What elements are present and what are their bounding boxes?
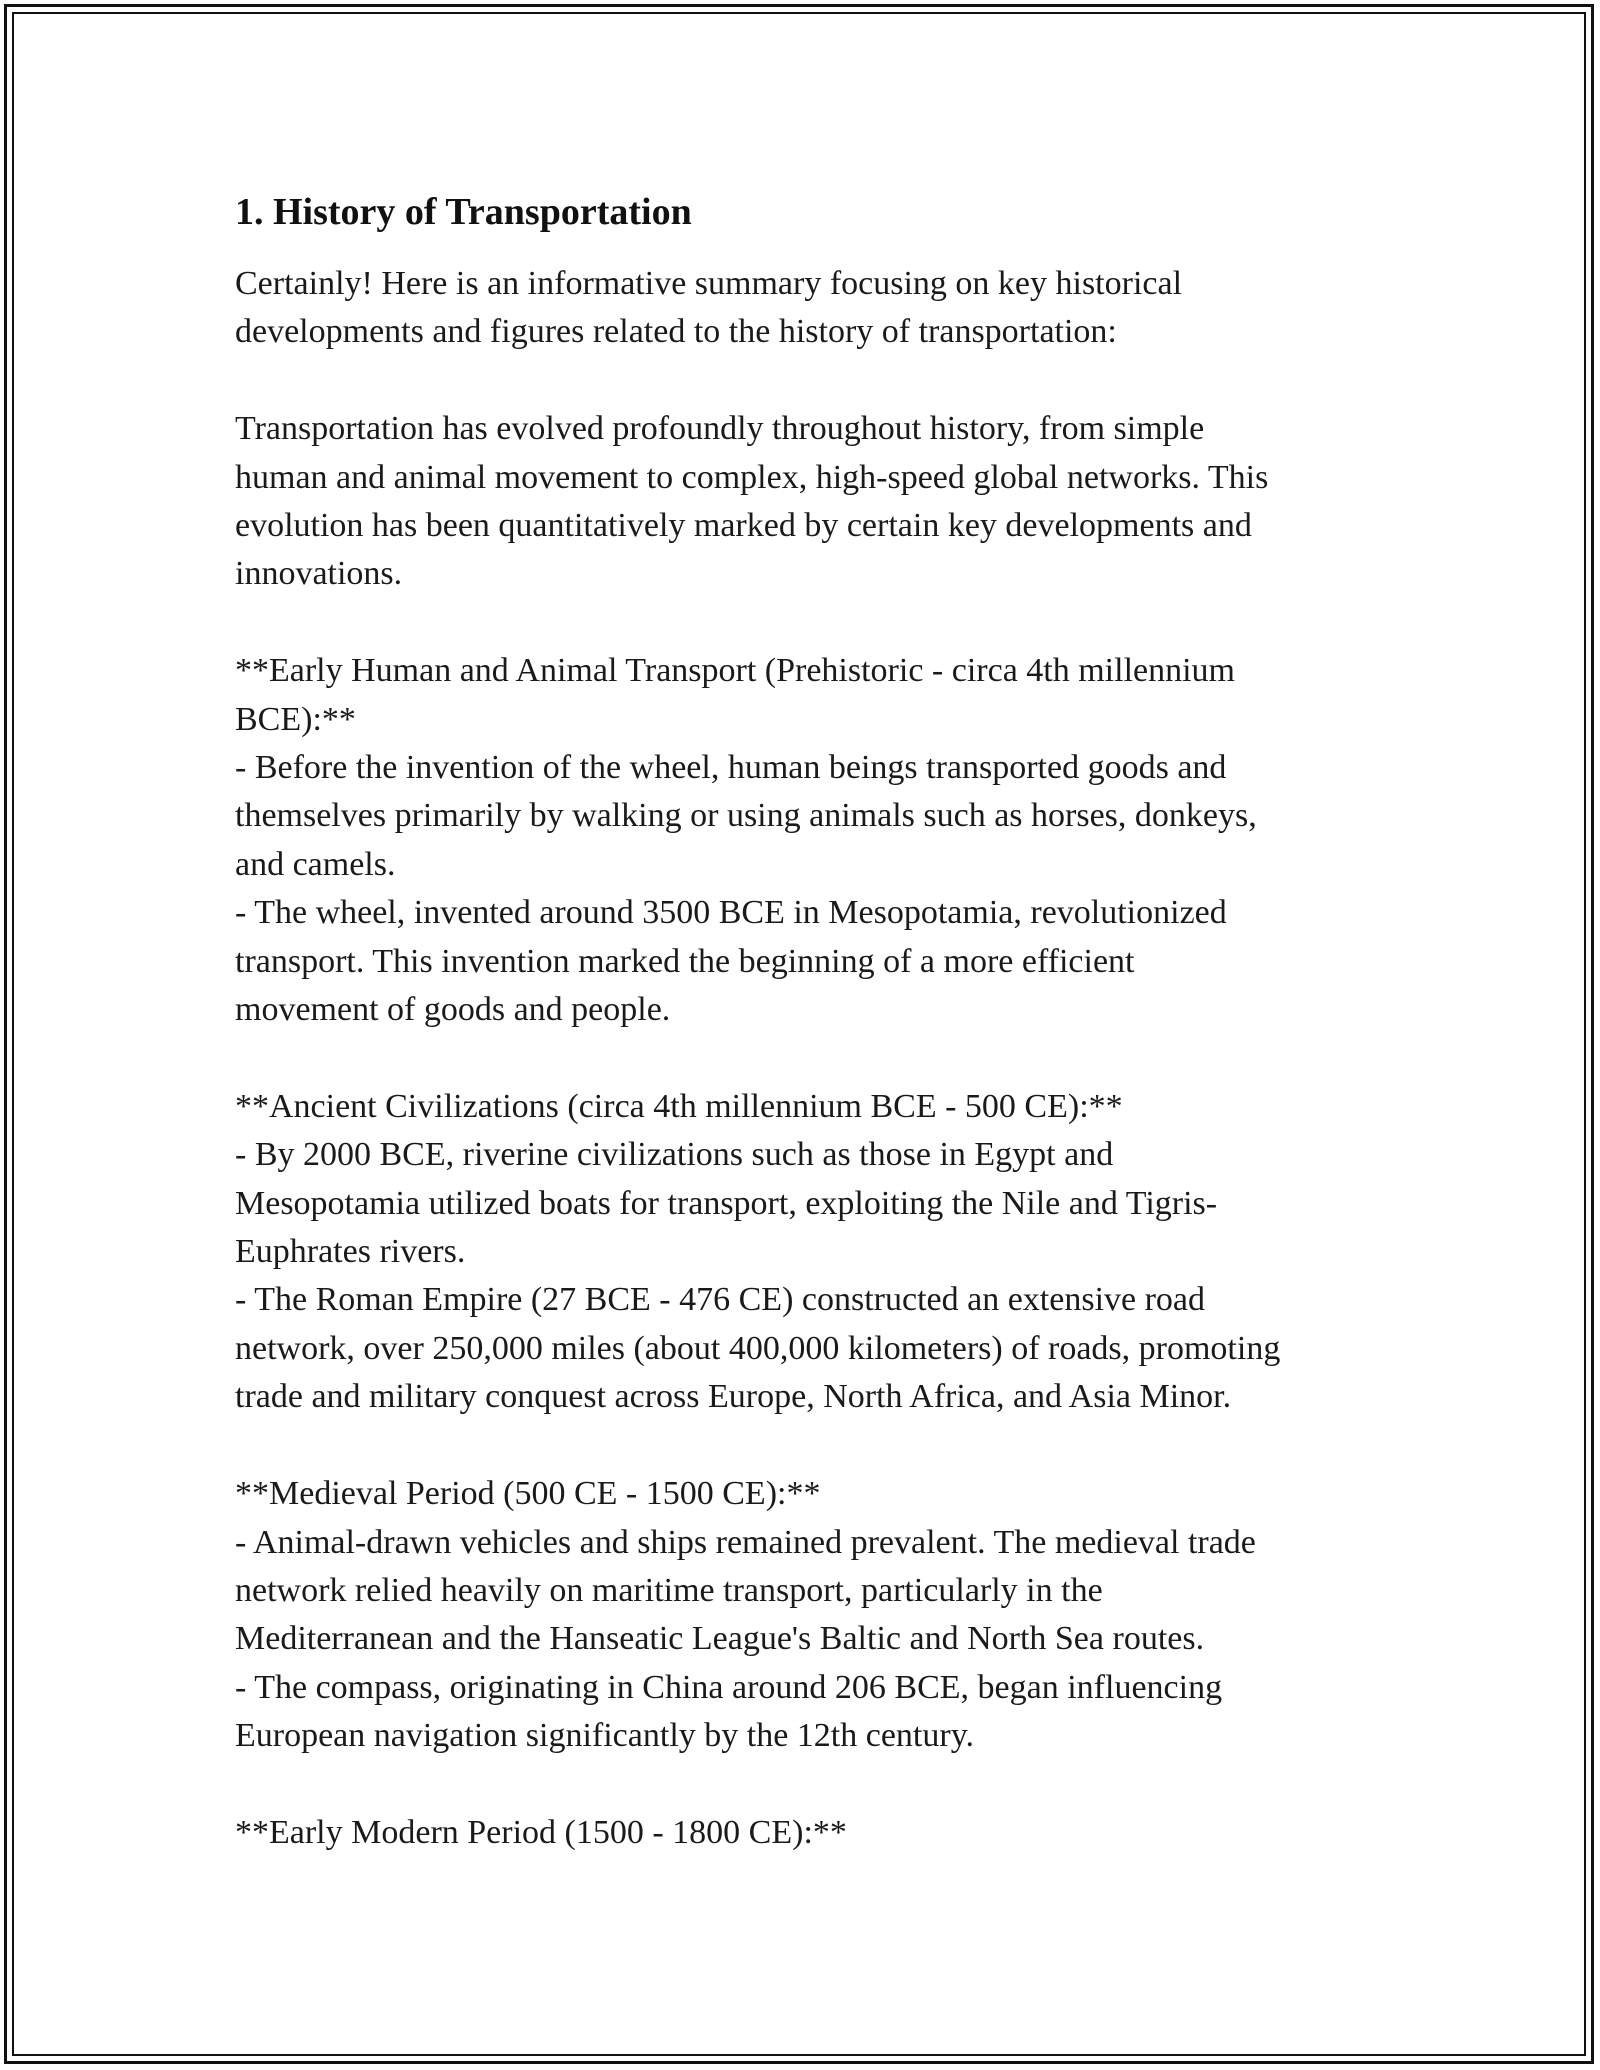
text-line: developments and figures related to the history of transportation: xyxy=(235,313,1117,351)
text-line: transport. This invention marked the beginning of a more efficient xyxy=(235,942,1135,980)
overview-paragraph xyxy=(235,405,1385,599)
page-title: 1. History of Transportation xyxy=(235,191,692,233)
section-heading: **Medieval Period (500 CE - 1500 CE):** xyxy=(235,1475,821,1513)
text-line: network relied heavily on maritime transport, particularly in the xyxy=(235,1571,1103,1609)
text-line: Certainly! Here is an informative summary focusing on key historical xyxy=(235,265,1183,302)
text-line: innovations. xyxy=(235,555,403,593)
text-line: Mesopotamia utilized boats for transport, exploiting the Nile and Tigris- xyxy=(235,1184,1218,1222)
section-heading: **Ancient Civilizations (circa 4th millennium BCE - 500 CE):** xyxy=(235,1087,1123,1125)
bullet-line: - The wheel, invented around 3500 BCE in Mesopotamia, revolutionized xyxy=(235,894,1227,932)
text-line: evolution has been quantitatively marked by certain key developments and xyxy=(235,507,1252,545)
document-body xyxy=(235,186,1385,1906)
section-ancient-civilizations xyxy=(235,1083,1385,1422)
text-line: and camels. xyxy=(235,845,396,883)
text-line: European navigation significantly by the 12th century. xyxy=(235,1717,974,1755)
section-early-transport xyxy=(235,647,1385,1034)
text-line: Euphrates rivers. xyxy=(235,1233,466,1271)
text-line: network, over 250,000 miles (about 400,000 kilometers) of roads, promoting xyxy=(235,1329,1281,1367)
bullet-line: - The compass, originating in China around 206 BCE, began influencing xyxy=(235,1668,1223,1706)
section-early-modern-period xyxy=(235,1809,1385,1857)
section-heading: BCE):** xyxy=(235,700,356,738)
text-line: themselves primarily by walking or using animals such as horses, donkeys, xyxy=(235,797,1257,835)
bullet-line: - Before the invention of the wheel, human beings transported goods and xyxy=(235,749,1227,787)
bullet-line: - By 2000 BCE, riverine civilizations such as those in Egypt and xyxy=(235,1136,1114,1174)
text-line: Mediterranean and the Hanseatic League's Baltic and North Sea routes. xyxy=(235,1620,1205,1658)
bullet-line: - Animal-drawn vehicles and ships remained prevalent. The medieval trade xyxy=(235,1523,1256,1561)
section-medieval-period xyxy=(235,1470,1385,1760)
intro-paragraph xyxy=(235,260,1385,357)
section-heading: **Early Modern Period (1500 - 1800 CE):** xyxy=(235,1813,847,1851)
section-heading: **Early Human and Animal Transport (Prehistoric - circa 4th millennium xyxy=(235,652,1235,690)
bullet-line: - The Roman Empire (27 BCE - 476 CE) constructed an extensive road xyxy=(235,1281,1206,1319)
text-line: trade and military conquest across Europe, North Africa, and Asia Minor. xyxy=(235,1378,1232,1416)
text-line: movement of goods and people. xyxy=(235,991,671,1029)
text-line: human and animal movement to complex, high-speed global networks. This xyxy=(235,458,1269,496)
text-line: Transportation has evolved profoundly throughout history, from simple xyxy=(235,410,1205,448)
